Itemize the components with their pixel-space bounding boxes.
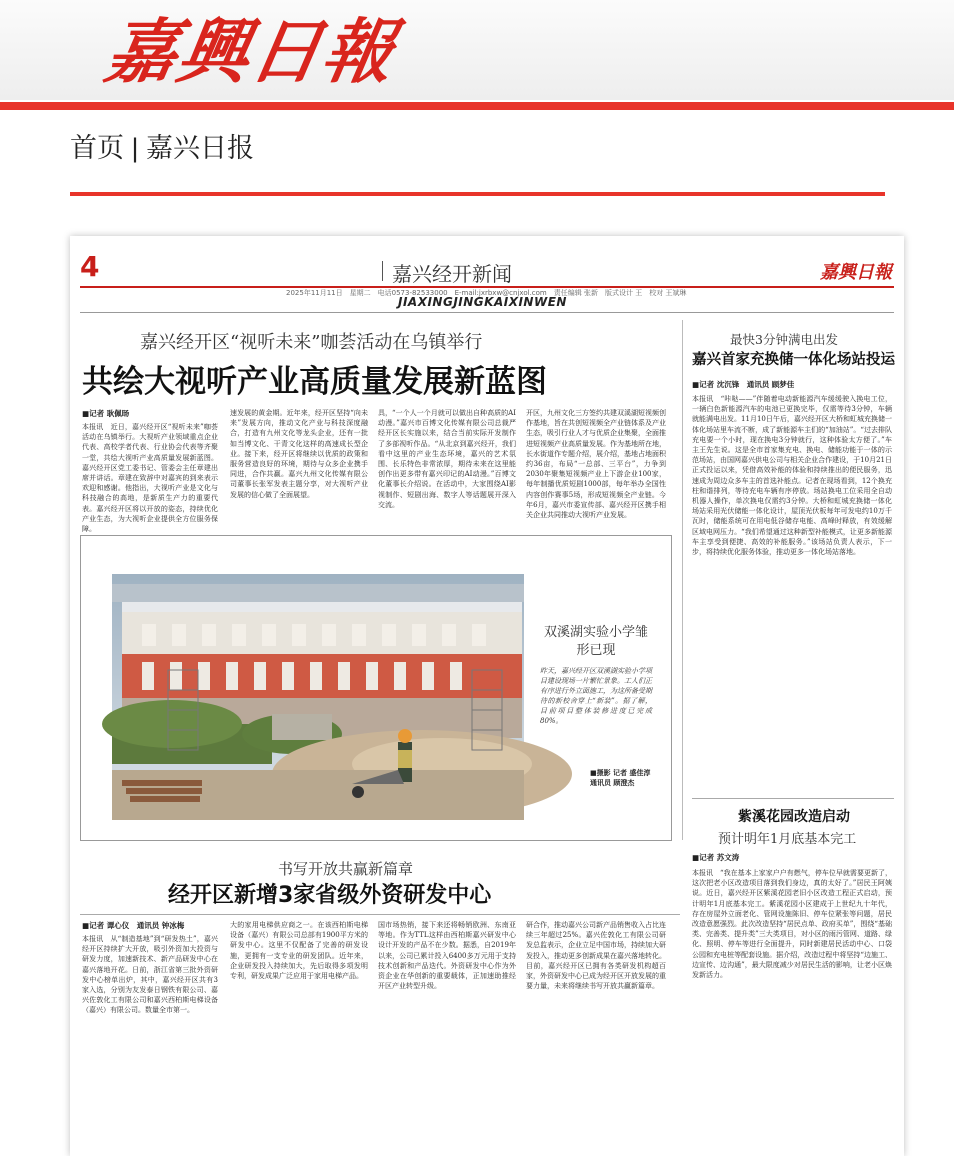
masthead-red-line <box>0 102 954 110</box>
article4-byline: ■记者 谭心仪 通讯员 钟冰梅 <box>82 921 185 930</box>
article4-col3: 国市场热销，接下来还将畅销欧洲、东南亚等地。作为TTL这样由西柏斯嘉兴研发中心设计开发的产品不在少数。据悉，自2019年以来，公司已累计投入6400多万元用于支持技术创新和产品迭代。外资研发中心作为外资企业在华创新的重要载体，正加速助推经开区产业转型升级。 <box>378 921 516 991</box>
newspaper-page[interactable] <box>70 236 904 1156</box>
section-separator <box>382 261 383 281</box>
article1-col3: 具，“一个人一个月就可以做出自种高质的AI动漫。”嘉兴市百博文化传媒有限公司总裁严经开区长实施以来，结合当前实际开发制作了多部视听作品。“从北京到嘉兴经开，我们看中这里的产业生态环境，嘉兴的艺术氛围、长乐特色非常浓厚，期待未来在这里能创作出更多带有嘉兴印记的AI动漫。”百博文化董事长介绍说。在活动中，大家围绕AI影视制作、短剧出海、数字人等话题展开深入交流。 <box>378 409 516 509</box>
article3-title: 预计明年1月底基本完工 <box>718 832 857 847</box>
photo-credit: ■摄影 记者 盛佳淳 通讯员 顾澄杰 <box>590 769 658 787</box>
article1-title: 共绘大视听产业高质量发展新蓝图 <box>82 364 547 400</box>
page-meta: 2025年11月11日 星期二 电话0573-82533000 E-mail:jxrbxw@cnjxol.com 责任编辑 张新 版式设计 王 校对 王斌琳 <box>286 289 687 297</box>
article4-col2: 大的家用电梯供应商之一。在该西柏斯电梯设备（嘉兴）有限公司总部有1900平方米的研发中心。这里不仅配备了完善的研发设施，更拥有一支专业的研发团队。近年来，企业研发投入持续加大，先后取得多项发明专利，研发成果广泛应用于家用电梯产品。 <box>230 921 368 981</box>
article2-body: 本报讯 “咔哒——”伴随着电动新能源汽车缓缓驶入换电工位，一辆白色新能源汽车的电池已更换完毕，仅需等待3分钟，车辆就能满电出发。11月10日午后，嘉兴经开区大桥和虹城充换储一体化场站里车流不断，成了新能源车主们的“加油站”。“过去排队充电要一个小时，现在换电3分钟就行，这种体验太方便了。”车主王先生说。这是全市首家集充电、换电、储能功能于一体的示范场站，由国网嘉兴供电公司与相关企业合作建设，于10月21日正式投运以来，凭借高效补能的体验和持续推出的便民服务，迅速成为周边众多车主的首选补能点。记者在现场看到，12个换充柱和谐排列，等待充电车辆有序停放。场站换电工位采用全自动机器人操作，单次换电仅需约3分钟。大桥和虹城充换储一体化场站采用光伏储能一体化设计，屋顶光伏板每年可发电约10万千瓦时，储能系统可在用电低谷储存电能、高峰时释放，有效缓解区域电网压力。“我们希望通过这种新型补能模式，让更多新能源车主享受到便捷、高效的补能服务。”该场站负责人表示，下一步，将持续优化服务体验，推动更多一体化场站落地。 <box>692 395 892 557</box>
column-divider <box>682 320 683 840</box>
masthead <box>0 0 954 100</box>
article2-subtitle: 最快3分钟满电出发 <box>730 332 838 347</box>
breadcrumb-separator: | <box>131 133 139 163</box>
article4-title: 经开区新增3家省级外资研发中心 <box>168 883 492 908</box>
page-number: 4 <box>80 250 100 283</box>
section-title: 嘉兴经开新闻 <box>392 262 512 286</box>
article3-byline: ■记者 苏文涛 <box>692 853 740 862</box>
article1-col2: 速发展的黄金期。近年来，经开区坚持“向未来”发展方向，推动文化产业与科技深度融合，打造有九州文化等龙头企业，还有一批如当博文化、干青文化这样的高速成长型企业。接下来，经开区将继续以优质的政策和服务营造良好的环境，期待与众多企业携手同进，合作共赢。嘉兴九州文化传媒有限公司董事长张军发表主题分享，对大视听产业发展的信心做了全面展望。 <box>230 409 368 499</box>
article1-col4: 开区，九州文化三方签约共建双溪湖短视频创作基地，旨在共创短视频全产业链体系及产业生态，吸引行业人才与优质企业集聚，全面推进短视频产业高质量发展。作为基地所在地，长水街道作专题介绍，展介绍，基地占地面积约36亩，布局“一总部、三平台”，力争到2030年聚集短视频产业上下游企业100家，每年制播优质短剧1000部，每年举办全国性内容创作赛事5场，形成短视频全产业链。今年6月，嘉兴市委宣传部、嘉兴经开区携手相关企业共同推动大视听产业发展。 <box>526 409 666 520</box>
article4-col4: 研合作，推动嘉兴公司新产品销售收入占比连续三年超过25%。嘉兴佐敦化工有限公司研发总监表示，企业立足中国市场，持续加大研发投入，推动更多创新成果在嘉兴落地转化。目前，嘉兴经开区已拥有各类研发机构超百家，外资研发中心已成为经开区开放发展的重要力量，未来将继续书写开放共赢新篇章。 <box>526 921 666 991</box>
article2-byline: ■记者 沈沉锋 通讯员 顾梦佳 <box>692 380 795 389</box>
breadcrumb <box>70 126 254 165</box>
page-header-rule-2 <box>80 312 894 313</box>
article1-subtitle: 嘉兴经开区“视听未来”咖荟活动在乌镇举行 <box>140 332 483 353</box>
newspaper-logo: 嘉興日報 <box>99 10 403 93</box>
article2-title: 嘉兴首家充换储一体化场站投运 <box>692 352 895 368</box>
article3-body: 本报讯 “我在基本上家家户户有燃气，停车位早就需要更新了，这次把老小区改造项目落到我们身边，真的太好了。”居民王阿姨说。近日，嘉兴经开区紫溪花园老旧小区改造工程正式启动，预计明年1月底基本完工。紫溪花园小区建成于上世纪九十年代，存在房屋外立面老化、管网设施陈旧、停车位紧张等问题，居民改造意愿强烈。此次改造坚持“居民点单、政府买单”，围绕“基础类、完善类、提升类”三大类项目，对小区的雨污管网、道路、绿化、照明、停车等进行全面提升，同时新建居民活动中心、口袋公园和充电桩等配套设施。据介绍，改造过程中将坚持“边施工、边宣传、边沟通”，最大限度减少对居民生活的影响，让老小区焕发新活力。 <box>692 869 892 980</box>
photo-caption: 昨天，嘉兴经开区双溪湖实验小学项目建设现场一片繁忙景象。工人们正有序进行外立面施工，为这所备受期待的新校舍穿上“新装”。据了解，目前项目整体装修进度已完成80%。 <box>540 667 652 725</box>
article1-byline: ■记者 耿佩旸 <box>82 409 130 418</box>
article4-rule <box>80 914 680 915</box>
page-logo: 嘉興日報 <box>820 262 892 283</box>
school-construction-photo[interactable] <box>112 574 524 820</box>
article4-col1: 本报讯 从“制造基地”到“研发热土”，嘉兴经开区持续扩大开放，吸引外资加大投资与研发力度，加速新技术、新产品研发中心在嘉兴落地开花。日前，浙江省第三批外资研发中心榜单出炉，其中，嘉兴经开区共有3家入选，分别为友发泰日钢铁有限公司、嘉兴佐敦化工有限公司和嘉兴西柏斯电梯设备（嘉兴）有限公司。数量全市第一。 <box>82 935 218 1015</box>
article3-rule <box>692 798 894 799</box>
breadcrumb-home-link[interactable]: 首页 <box>70 133 124 163</box>
breadcrumb-divider <box>70 192 885 196</box>
photo-title: 双溪湖实验小学雏形已现 <box>543 625 648 658</box>
article3-subtitle: 紫溪花园改造启动 <box>738 809 850 825</box>
photo-illustration <box>112 574 524 820</box>
section-pinyin: JIAXINGJINGKAIXINWEN <box>398 295 567 309</box>
article1-col1: 本报讯 近日，嘉兴经开区“视听未来”咖荟活动在乌镇举行。大视听产业领域重点企业代表、高校学者代表、行业协会代表等齐聚一堂，共绘大视听产业高质量发展新蓝图。嘉兴经开区党工委书记、管委会主任章建出席并讲话。章建在致辞中对嘉宾的到来表示欢迎和感谢。他指出，大视听产业是文化与科技融合的高地，是新质生产力的重要代表。嘉兴经开区将以开放的姿态，持续优化产业生态，为大视听企业提供全方位服务保障。 <box>82 423 218 534</box>
breadcrumb-current[interactable]: 嘉兴日报 <box>146 133 255 163</box>
article4-subtitle: 书写开放共赢新篇章 <box>278 860 414 878</box>
